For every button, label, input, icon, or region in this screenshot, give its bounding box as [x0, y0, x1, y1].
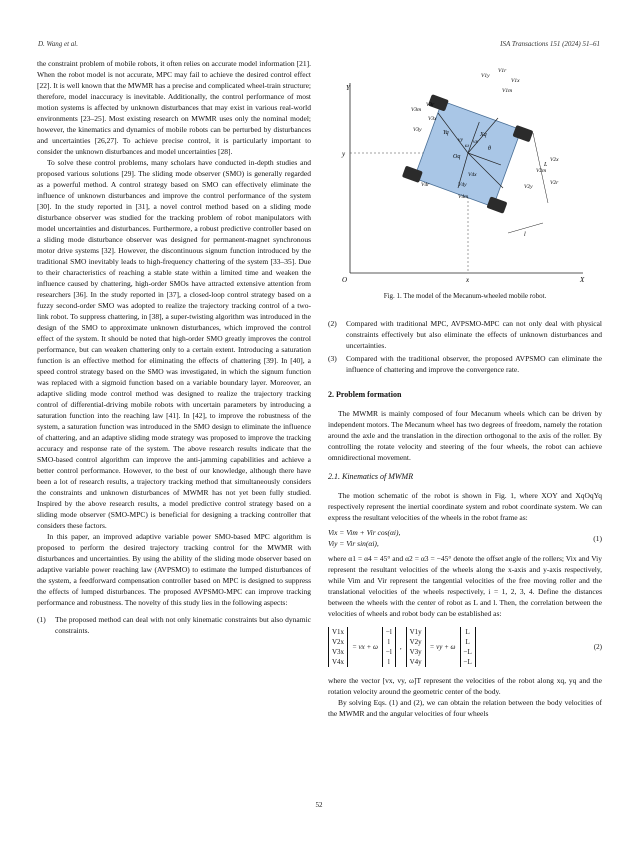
- svg-text:V4x: V4x: [468, 172, 477, 178]
- paragraph: The MWMR is mainly composed of four Mecanum wheels which can be driven by independent motors. The Mecanum wheel has two degrees of freedom, namely the rotation around the axle and the translation in the direction orthogonal to the axis of the roller. By controlling the rotate velocity and steering of the four wheels, the robot can achieve omnidirectional movement.: [328, 409, 602, 462]
- label-Yq: Yq: [443, 130, 449, 136]
- label-Xq: Xq: [480, 132, 487, 138]
- svg-text:V3x: V3x: [428, 116, 437, 122]
- label-vx: vx: [473, 139, 478, 145]
- label-vy: vy: [458, 137, 463, 143]
- svg-text:V1y: V1y: [481, 73, 490, 79]
- svg-text:V2x: V2x: [550, 157, 559, 163]
- list-item: (1) The proposed method can deal with not only kinematic constraints but also dynamic constraints.: [37, 615, 311, 635]
- paragraph: By solving Eqs. (1) and (2), we can obtain the relation between the body velocities of the MWMR and the angular velocities of four wheels: [328, 698, 602, 718]
- origin-label: O: [342, 276, 348, 284]
- paragraph: To solve these control problems, many scholars have conducted in-depth studies and proposed various solutions [29]. The sliding mode observer (SMO) is generally regarded as a powerful method. A control strategy based on SMO can effectively eliminate the influence of unknown disturbances and improve the control performance of the system [30]. In the study reported in [31], a novel control method based on a sliding mode disturbance observer was studied for the tracking problem of robot manipulators with model uncertainties and disturbances. Furthermore, a robust predictive controller based on a sliding mode disturbance observer was designed for permanent-magnet synchronous motor drive systems [32]. However, the discontinuous signum function introduced by the traditional SMO inevitably leads to high-frequency chattering of the system [33–35]. Due to their characteristics of reaching a stable state within a limited time and weaken the influence caused by chattering, high-order SMOs have attracted extensive attention from researchers [36]. In the study reported in [37], a closed-loop control strategy based on a fuzzy second-order SMO was adopted to realize the trajectory tracking control of a two-link robot. To suppress chattering, in [38], a super-twisting algorithm was introduced in the design of the SMO to approximate unknown disturbances, which improved the control effect of the system. It should be noted that high-order SMO greatly improves the control performance, but can weaken chattering only to a certain extent. Introducing a saturation function is an effective method for eliminating the effects of chattering [39]. In [40], a speed control strategy based on the SMO was investigated, in which the signum function was replaced with a sigmoid function based on a variable boundary layer. Moreover, an adaptive sliding mode control method was designed to realize the trajectory tracking control of differential-driving mobile robots with uncertain parameters by introducing a saturation function into the reaching law [41]. In [42], to improve the robustness of the system, a saturation function was introduced in the SMO design to eliminate the influence of chattering, and an adaptive sliding mode strategy was proposed to improve the tracking accuracy and response rate of the system. The above research results indicate that the SMO-based control algorithm can improve the anti-jamming capabilities and achieve a better control performance. However, to the best of our knowledge, although there have been a lot of research results, a trajectory tracking method that simultaneously considers the constraints and unknown disturbances of MWMR has not yet been fully studied. Inspired by the above research results, a model predictive control strategy based on a sliding mode observer (SMO-MPC) is beneficial for designing a tracking controller that considers these factors.: [37, 158, 311, 530]
- label-l: l: [524, 232, 526, 238]
- coord-x-label: x: [466, 276, 470, 284]
- paragraph: where α1 = α4 = 45° and α2 = α3 = −45° denote the offset angle of the rollers; Vix and Viy represent the resultant velocities of the wheels along the x-axis and y-axis respectively, while Vim and Vir represent the tangential velocities of the free moving roller and the translational velocities of the wheels respectively, i = 1, 2, 3, 4. Define the distances between the wheels with the center of robot as L and l. Then, the correlation between the velocities of wheels and robot body can be established as:: [328, 554, 602, 618]
- figure-caption: Fig. 1. The model of the Mecanum-wheeled mobile robot.: [383, 292, 547, 300]
- novelty-list: [37, 614, 311, 636]
- axis-label-X: X: [580, 276, 585, 284]
- coord-y-label: y: [342, 150, 346, 158]
- list-item: (3) Compared with the traditional observer, the proposed AVPSMO can eliminate the influence of chattering and improve the convergence rate.: [328, 354, 602, 374]
- left-column: [37, 58, 311, 638]
- paragraph: where the vector [vx, vy, ω]T represent the velocities of the robot along xq, yq and the rotation velocity around the geometric center of the body.: [328, 676, 602, 696]
- equation-2: V1x V2x V3x V4x = vx + ω −l l −l l , V1y V2y V3y V4y = vy + ω L L −L −L (2): [328, 627, 602, 667]
- svg-text:V4r: V4r: [421, 182, 430, 188]
- wheel-4: [486, 196, 507, 213]
- paragraph: the constraint problem of mobile robots, it often relies on accurate model information [21]. When the robot model is not accurate, MPC may fail to achieve the desired control effect [22]. It is well known that the MWMR has a precise and complicated wheel-train structure; therefore, model inaccuracy is inevitable. Additionally, the control performance of most motion systems is affected by unknown disturbances that may exist in various real-world environments [23–25]. Most existing research on MWMR uses only the nominal model; however, the kinematics and dynamics of mobile robots can be perturbed by disturbances and uncertainties [26,27]. To achieve precise control, it is particularly important to consider the unknown disturbances and model uncertainties [28].: [37, 59, 311, 156]
- page-number: 52: [315, 801, 323, 809]
- svg-text:V2y: V2y: [524, 184, 533, 190]
- svg-text:V3r: V3r: [426, 102, 435, 108]
- list-item: (2) Compared with traditional MPC, AVPSMO-MPC can not only deal with physical constraints effectively but also eliminate the effects of unknown disturbances and uncertainties.: [328, 319, 602, 350]
- equation-1: Vix = Vim + Vir cos(αi), Viy = Vir sin(αi), (1): [328, 528, 602, 548]
- svg-text:V4y: V4y: [458, 182, 467, 188]
- svg-text:V3y: V3y: [413, 127, 422, 133]
- svg-text:V1r: V1r: [498, 68, 507, 74]
- running-header-journal: ISA Transactions 151 (2024) 51–61: [500, 40, 600, 48]
- label-omega: ω: [465, 143, 469, 149]
- novelty-list-continued: [328, 318, 602, 375]
- svg-text:V1m: V1m: [502, 88, 513, 94]
- label-theta: θ: [488, 146, 491, 152]
- running-header-authors: D. Wang et al.: [38, 40, 78, 48]
- section-heading: 2. Problem formation: [328, 390, 402, 399]
- paragraph: The motion schematic of the robot is shown in Fig. 1, where XOY and XqOqYq respectively represent the inertial coordinate system and robot coordinate system. We can express the resultant velocities of the wheels in the robot frame as:: [328, 491, 602, 522]
- svg-text:V1x: V1x: [511, 78, 520, 84]
- label-Oq: Oq: [453, 154, 461, 160]
- svg-text:V3m: V3m: [411, 107, 422, 113]
- subsection-heading: 2.1. Kinematics of MWMR: [328, 472, 414, 481]
- axis-label-Y: Y: [346, 84, 350, 92]
- label-L: L: [544, 162, 548, 168]
- svg-text:V4m: V4m: [458, 194, 469, 200]
- svg-text:V2r: V2r: [550, 180, 559, 186]
- paragraph: In this paper, an improved adaptive variable power SMO-based MPC algorithm is proposed to perform the desired trajectory tracking control for the MWMR with disturbances and uncertainties. By using the ability of the sliding mode observer based on adaptive variable power reaching law (AVPSMO) to estimate the lumped disturbances of the system, a feedforward compensation controller based on MPC is designed to suppress the effects of lumped disturbances. The proposed AVPSMO-MPC can improve tracking performance and robustness. The novelty of this study lies in the following aspects:: [37, 532, 311, 607]
- mecanum-robot-figure: [328, 58, 602, 306]
- svg-text:V2m: V2m: [536, 168, 547, 174]
- right-column: [328, 318, 602, 719]
